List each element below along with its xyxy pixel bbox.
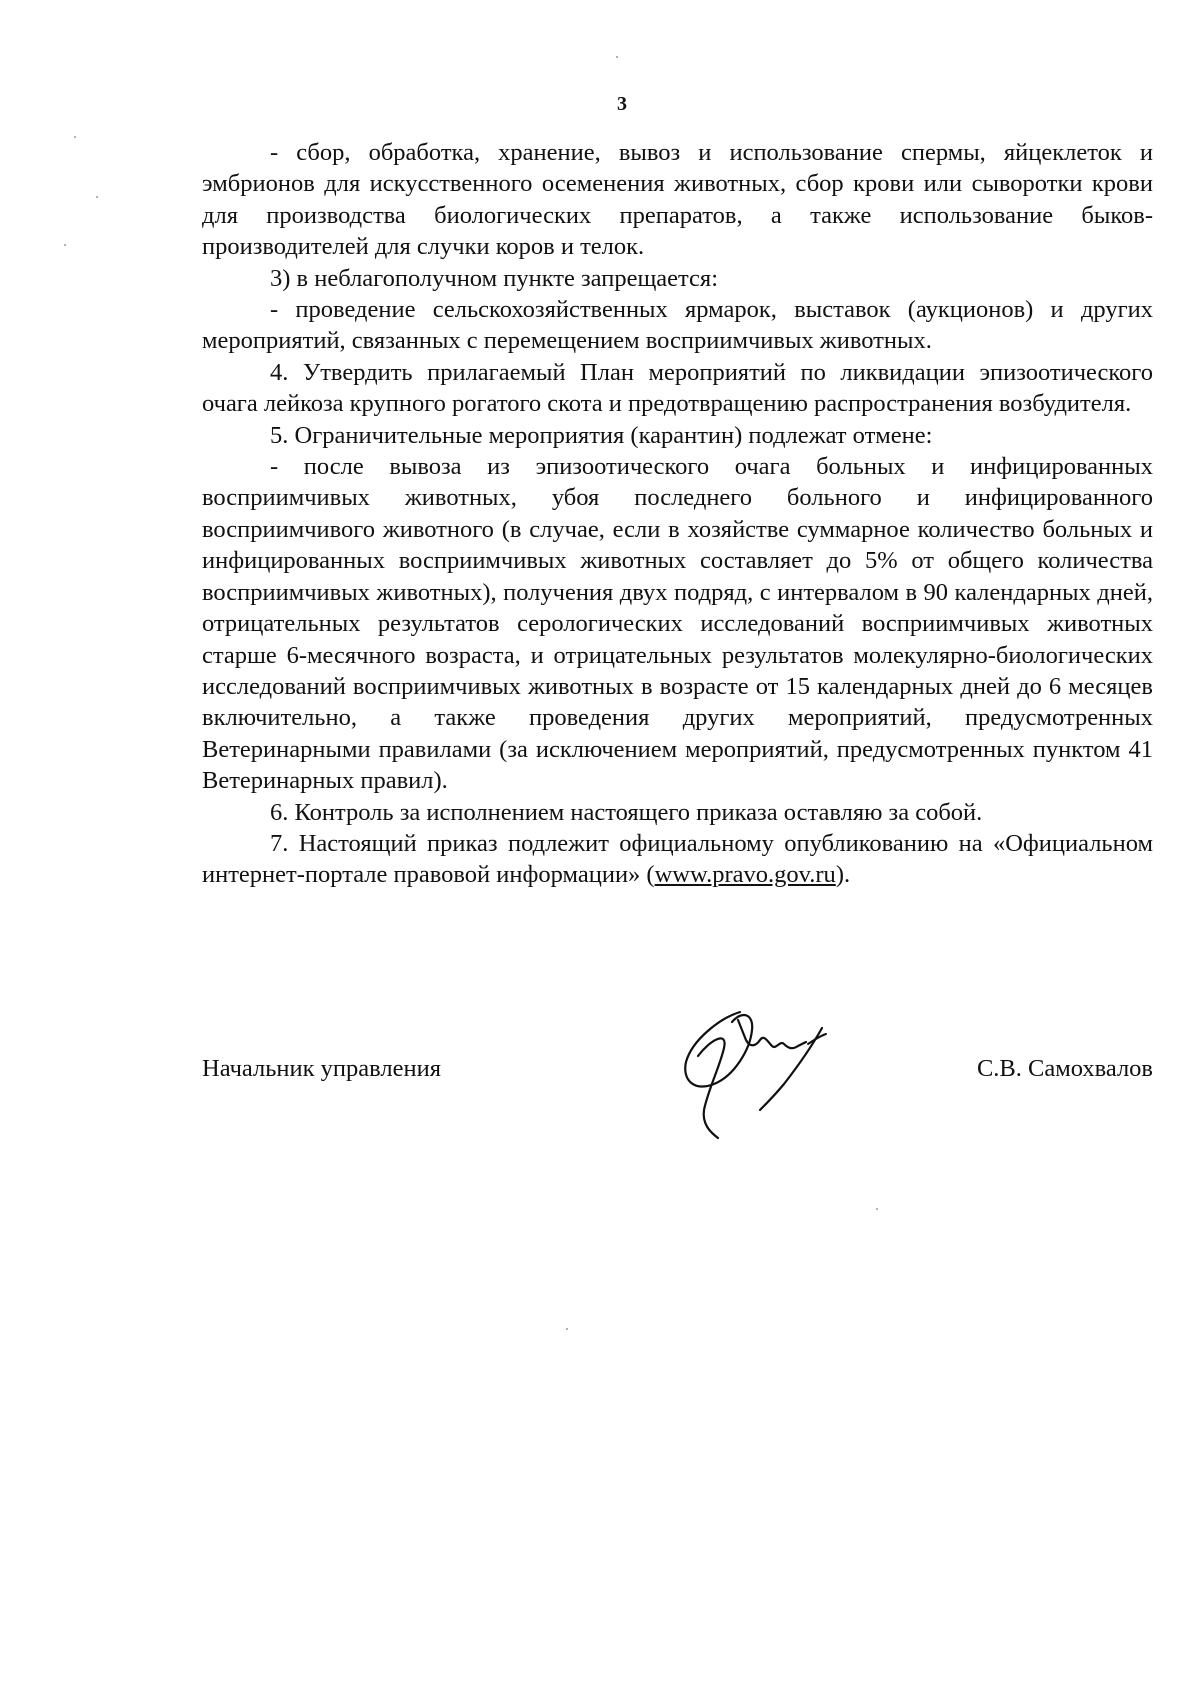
pravo-portal-link[interactable]: www.pravo.gov.ru xyxy=(654,861,836,889)
scan-speck xyxy=(876,1208,878,1210)
paragraph-item-fairs: - проведение сельскохозяйственных ярмарок, выставок (аукционов) и других мероприятий, связанных с перемещением восприимчивых животных. xyxy=(202,296,1153,355)
scan-speck xyxy=(64,244,66,246)
scan-speck xyxy=(616,56,618,58)
scan-speck xyxy=(96,196,98,198)
scan-speck xyxy=(74,136,76,138)
paragraph-item-sampling: - сбор, обработка, хранение, вывоз и использование спермы, яйцеклеток и эмбрионов для искусственного осеменения животных, сбор крови или сыворотки крови для производства биологических препаратов, а также использование быков-производителей для случки коров и телок. xyxy=(202,139,1153,261)
paragraph-quarantine-heading: 5. Ограничительные мероприятия (карантин) подлежат отмене: xyxy=(270,421,933,449)
document-body xyxy=(202,137,1153,891)
handwritten-signature xyxy=(680,1000,850,1140)
publication-text: 7. Настоящий приказ подлежит официальному опубликованию на «Официальном интернет-портале правовой информации» ( xyxy=(202,829,1153,889)
scan-speck xyxy=(566,1328,568,1330)
paragraph-quarantine-conditions: - после вывоза из эпизоотического очага больных и инфицированных восприимчивых животных, убоя последнего больного и инфицированного восприимчивого животного (в случае, если в хозяйстве суммарное количество больных и инфицированных восприимчивых животных составляет до 5% от общего количества восприимчивых животных), получения двух подряд, с интервалом в 90 календарных дней, отрицательных результатов серологических исследований восприимчивых животных старше 6-месячного возраста, и отрицательных результатов молекулярно-биологических исследований восприимчивых животных в возрасте от 15 календарных дней до 6 месяцев включительно, а также проведения других мероприятий, предусмотренных Ветеринарными правилами (за исключением мероприятий, предусмотренных пунктом 41 Ветеринарных правил). xyxy=(202,453,1153,795)
signer-name: С.В. Самохвалов xyxy=(976,1055,1153,1082)
publication-text-end: ). xyxy=(835,861,851,889)
paragraph-approve-plan: 4. Утвердить прилагаемый План мероприятий по ликвидации эпизоотического очага лейкоза крупного рогатого скота и предотвращению распространения возбудителя. xyxy=(202,358,1153,418)
paragraph-control: 6. Контроль за исполнением настоящего приказа оставляю за собой. xyxy=(270,798,983,826)
signer-position: Начальник управления xyxy=(202,1055,441,1082)
page-number: 3 xyxy=(617,93,627,115)
paragraph-prohibited-heading: 3) в неблагополучном пункте запрещается: xyxy=(270,264,719,292)
paragraph-publication xyxy=(202,828,1153,891)
